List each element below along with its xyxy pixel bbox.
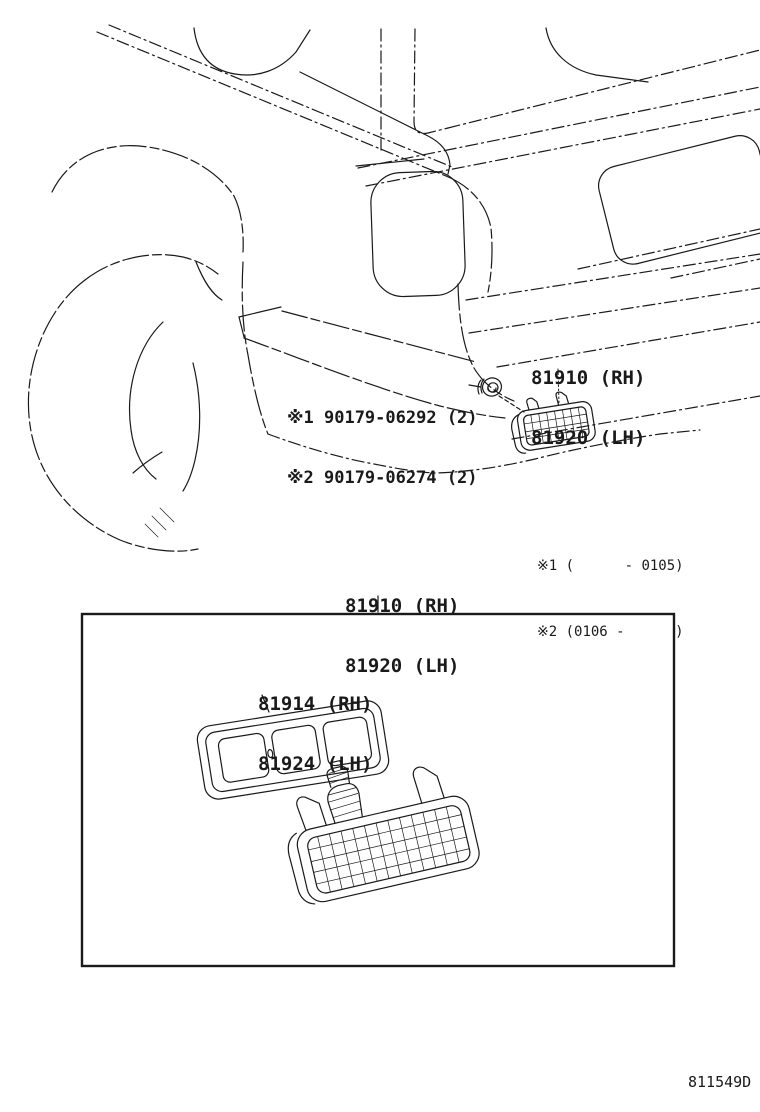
wheel-arch [52,146,243,252]
tire-sidewall-arc [183,363,200,491]
beltline [366,109,760,186]
callout-screws-line1: ※1 90179-06292 (2) [287,408,478,428]
callout-assembly-box-line2: 81920 (LH) [345,655,460,677]
callout-assembly-box-line1: 81910 (RH) [345,595,460,617]
roof-rail-line [109,25,452,167]
body-crease [671,259,760,278]
callout-screws-line2: ※2 90179-06274 (2) [287,468,478,488]
applicability-note-line1: ※1 ( - 0105) [537,558,684,574]
lens-grid [306,804,472,895]
quarter-window-corner [546,28,648,82]
quarter-crease [282,311,476,362]
panel-wedge [239,307,281,337]
callout-retainer-line1: 81914 (RH) [258,693,373,715]
wheel-rim-arc [130,322,163,479]
body-crease [469,288,760,333]
quarter-window [594,131,760,268]
applicability-note-line2: ※2 (0106 - ) [537,624,684,640]
tail-lamp [370,170,466,297]
beltline [448,50,760,128]
fender-rear-edge [242,262,268,434]
screw-slot [488,384,496,392]
callout-marker-lamp-line1: 81910 (RH) [531,367,646,389]
figure-code: 811549D [688,1073,752,1091]
mount-tab [412,763,444,803]
callout-retainer [258,654,372,814]
applicability-note [537,511,684,687]
tailgate-edge [414,29,448,134]
roof-rail-line [97,32,446,176]
body-crease [466,254,760,300]
callout-marker-lamp-line2: 81920 (LH) [531,427,646,449]
callout-marker-lamp [531,328,645,488]
tire-outer-arc [28,280,198,551]
spare-tire [28,255,218,551]
beltline [358,87,760,168]
callout-screws [287,368,478,528]
tailgate-bottom [356,159,424,166]
lamp-assembly-lens [306,804,472,895]
door-window-bottom [300,72,450,174]
body-corner-line [446,176,492,292]
callout-retainer-line2: 81924 (LH) [258,753,373,775]
screw-dashed-leader [499,396,524,412]
body-crease [578,229,760,269]
tire-tread-marks [145,508,174,537]
